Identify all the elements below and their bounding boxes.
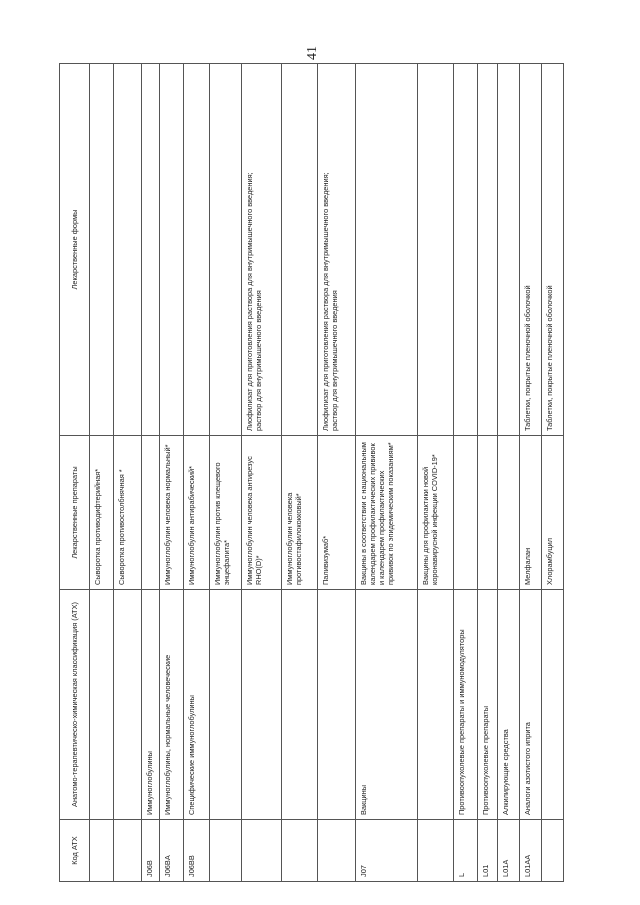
cell-classification: Специфические иммуноглобулины [184,590,210,820]
atc-table [59,63,564,882]
table-row [160,64,184,882]
cell-preparation: Мелфалан [520,436,542,590]
cell-form: Лиофилизат для приготовления раствора для внутримышечного введения; раствор для внутримышечного введения [242,64,282,436]
table-row [318,64,356,882]
cell-classification [542,590,564,820]
cell-classification [318,590,356,820]
cell-form: Таблетки, покрытые пленочной оболочкой [520,64,542,436]
cell-form [142,64,160,436]
cell-form: Таблетки, покрытые пленочной оболочкой [542,64,564,436]
table-header-row [60,64,90,882]
cell-code: L01A [498,820,520,882]
table-row [542,64,564,882]
rotated-table-sheet [59,64,554,882]
table-row [184,64,210,882]
cell-code [318,820,356,882]
cell-classification: Противоопухолевые препараты и иммуномодуляторы [454,590,478,820]
cell-code [242,820,282,882]
table-row [114,64,142,882]
cell-preparation [478,436,498,590]
table-row [356,64,418,882]
header-forms: Лекарственные формы [60,64,90,436]
cell-code [114,820,142,882]
cell-classification [418,590,454,820]
cell-classification: Противоопухолевые препараты [478,590,498,820]
cell-preparation [498,436,520,590]
cell-preparation: Иммуноглобулин человека противостафилококковый* [282,436,318,590]
cell-form [356,64,418,436]
header-code: Код АТХ [60,820,90,882]
table-row [242,64,282,882]
cell-preparation: Иммуноглобулин человека нормальный* [160,436,184,590]
cell-form [210,64,242,436]
cell-classification: Вакцины [356,590,418,820]
cell-preparation: Иммуноглобулин против клещевого энцефалита* [210,436,242,590]
header-classification: Анатомо-терапевтическо-химическая классификация (АТХ) [60,590,90,820]
cell-preparation: Паливизумаб* [318,436,356,590]
cell-classification: Аналоги азотистого иприта [520,590,542,820]
cell-form [418,64,454,436]
cell-preparation: Иммуноглобулин человека антирезус RHO(D)* [242,436,282,590]
cell-form [478,64,498,436]
cell-preparation: Вакцины в соответствии с национальным календарем профилактических прививок и календарем профилактических прививок по эпидемическим показаниям* [356,436,418,590]
cell-preparation: Иммуноглобулин антирабический* [184,436,210,590]
cell-preparation [142,436,160,590]
table-row [454,64,478,882]
cell-form [184,64,210,436]
cell-form [498,64,520,436]
cell-code: J06BA [160,820,184,882]
table-row [142,64,160,882]
cell-code: L01 [478,820,498,882]
cell-preparation: Сыворотка противодифтерийная* [90,436,114,590]
cell-code: J06B [142,820,160,882]
cell-classification [242,590,282,820]
cell-code: J07 [356,820,418,882]
cell-preparation: Сыворотка противостолбнячная * [114,436,142,590]
cell-code [210,820,242,882]
table-row [520,64,542,882]
cell-form [160,64,184,436]
cell-code [542,820,564,882]
cell-form [90,64,114,436]
cell-form: Лиофилизат для приготовления раствора для внутримышечного введения; раствор для внутримышечного введения [318,64,356,436]
cell-form [114,64,142,436]
cell-code: L01AA [520,820,542,882]
cell-code: J06BB [184,820,210,882]
cell-classification: Иммуноглобулины, нормальные человеческие [160,590,184,820]
cell-code [90,820,114,882]
page-number-text: 41 [305,46,320,60]
cell-form [454,64,478,436]
cell-classification [114,590,142,820]
cell-form [282,64,318,436]
cell-classification [282,590,318,820]
cell-code: L [454,820,478,882]
header-preparations: Лекарственные препараты [60,436,90,590]
table-row [90,64,114,882]
table-viewport [59,64,554,882]
cell-classification: Иммуноглобулины [142,590,160,820]
cell-preparation: Хлорамбуцил [542,436,564,590]
cell-classification [210,590,242,820]
table-row [498,64,520,882]
cell-classification: Алкилирующие средства [498,590,520,820]
cell-code [282,820,318,882]
cell-preparation: Вакцины для профилактики новой коронавирусной инфекции COVID-19* [418,436,454,590]
cell-classification [90,590,114,820]
cell-preparation [454,436,478,590]
table-row [210,64,242,882]
table-row [418,64,454,882]
cell-code [418,820,454,882]
table-row [478,64,498,882]
table-row [282,64,318,882]
